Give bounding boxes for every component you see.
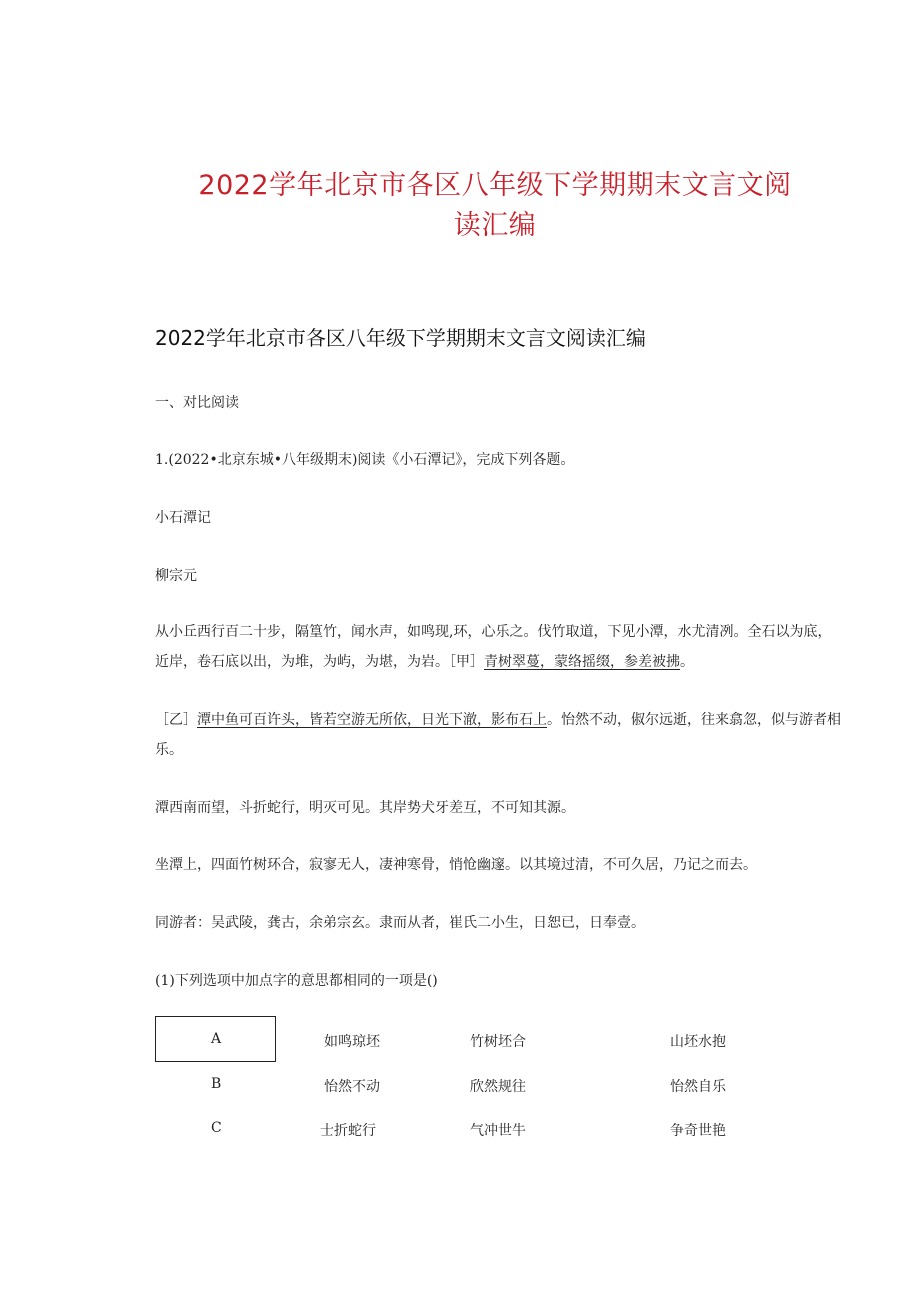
essay-paragraph-2 bbox=[155, 705, 845, 765]
section-label: 一、对比阅读 bbox=[155, 395, 239, 411]
essay-paragraph-1 bbox=[155, 617, 845, 677]
option-label: B bbox=[211, 1076, 222, 1092]
essay-paragraph-5: 同游者：吴武陵，龚古，余弟宗玄。隶而从者，崔氏二小生，日恕已，日奉壹。 bbox=[155, 915, 645, 931]
option-word: 气冲世牛 bbox=[470, 1123, 526, 1139]
option-word: 士折蛇行 bbox=[320, 1123, 376, 1139]
essay-title: 小石潭记 bbox=[155, 510, 211, 526]
option-label: A bbox=[211, 1031, 222, 1047]
essay-author: 柳宗元 bbox=[155, 568, 197, 584]
option-word: 争奇世艳 bbox=[670, 1123, 726, 1139]
paragraph-2-text: 。怡然不动，俶尔远逝，往来翕忽，似与游者相乐。 bbox=[155, 712, 841, 758]
section-heading: 2022学年北京市各区八年级下学期期末文言文阅读汇编 bbox=[155, 326, 646, 350]
question-intro: 1.(2022•北京东城•八年级期末)阅读《小石潭记》，完成下列各题。 bbox=[155, 452, 575, 468]
underlined-passage-jia: 青树翠蔓，蒙络摇缀，参差被拂 bbox=[484, 654, 680, 670]
essay-paragraph-3: 潭西南而望，斗折蛇行，明灭可见。其岸势犬牙差互，不可知其源。 bbox=[155, 800, 575, 816]
title-line-1: 2022学年北京市各区八年级下学期期末文言文阅 bbox=[198, 170, 792, 201]
option-word: 竹树坯合 bbox=[470, 1034, 526, 1050]
document-title bbox=[150, 166, 840, 246]
title-line-2: 读汇编 bbox=[453, 210, 537, 241]
underlined-passage-yi: 潭中鱼可百许头，皆若空游无所依，日光下澈，影布石上 bbox=[197, 712, 547, 728]
paragraph-2-label: ［乙］ bbox=[155, 712, 197, 728]
option-word: 欣然规往 bbox=[470, 1079, 526, 1095]
option-word: 山坯水抱 bbox=[670, 1034, 726, 1050]
option-label: C bbox=[211, 1120, 222, 1136]
paragraph-1-text: 从小丘西行百二十步，隔篁竹，闻水声，如鸣现,环，心乐之。伐竹取道，下见小潭，水尤清冽。全石以为底，近岸，卷石底以出，为堆，为屿，为堪，为岩。［甲］ bbox=[155, 624, 832, 670]
option-word: 怡然自乐 bbox=[670, 1079, 726, 1095]
paragraph-1-end: 。 bbox=[680, 654, 694, 670]
option-word: 怡然不动 bbox=[324, 1079, 380, 1095]
option-word: 如鸣琼坯 bbox=[324, 1034, 380, 1050]
essay-paragraph-4: 坐潭上，四面竹树环合，寂寥无人，凄神寒骨，悄怆幽邃。以其境过清，不可久居，乃记之而去。 bbox=[155, 857, 757, 873]
sub-question: (1)下列选项中加点字的意思都相同的一项是() bbox=[155, 973, 438, 989]
